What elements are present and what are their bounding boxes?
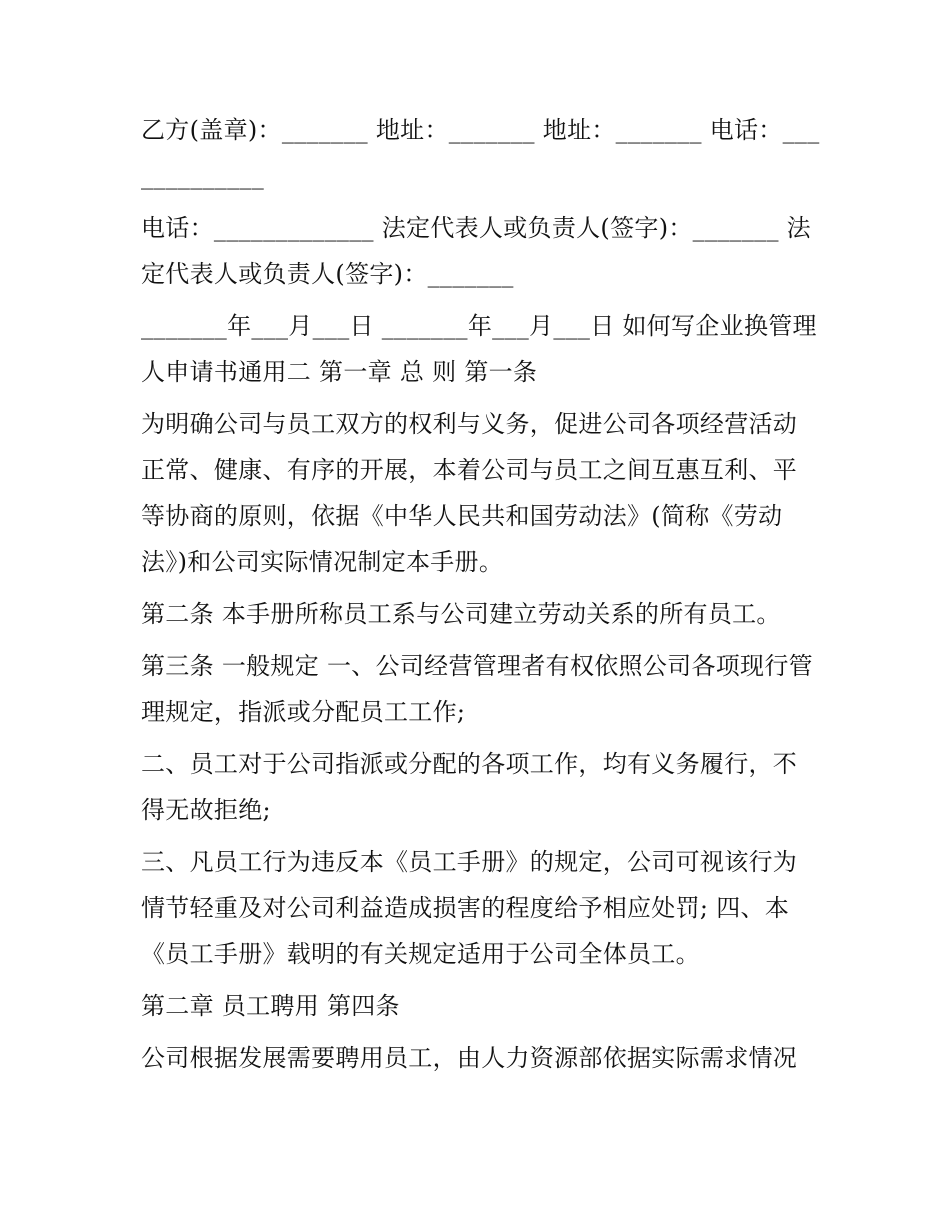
paragraph-signature-party-b: 乙方(盖章)：_______ 地址：_______ 地址：_______ 电话：_____________ [141,116,820,190]
paragraph-article-3-item-3-4: 三、凡员工行为违反本《员工手册》的规定，公司可视该行为情节轻重及对公司利益造成损害的程度给予相应处罚; 四、本《员工手册》载明的有关规定适用于公司全体员工。 [141,848,798,968]
paragraph-chapter-2-heading: 第二章 员工聘用 第四条 [141,992,400,1020]
document-body [141,107,821,1087]
paragraph-date-and-title: _______年___月___日 _______年___月___日 如何写企业换管理人申请书通用二 第一章 总 则 第一条 [141,312,817,386]
paragraph-article-2: 第二条 本手册所称员工系与公司建立劳动关系的所有员工。 [141,600,781,628]
paragraph-signature-representative: 电话：_____________ 法定代表人或负责人(签字)：_______ 法定代表人或负责人(签字)：_______ [141,214,811,288]
paragraph-article-3: 第三条 一般规定 一、公司经营管理者有权依照公司各项现行管理规定，指派或分配员工工作; [141,652,813,726]
paragraph-article-3-item-2: 二、员工对于公司指派或分配的各项工作，均有义务履行，不得无故拒绝; [141,750,798,824]
paragraph-article-4: 公司根据发展需要聘用员工，由人力资源部依据实际需求情况 [141,1044,798,1072]
paragraph-article-1: 为明确公司与员工双方的权利与义务，促进公司各项经营活动正常、健康、有序的开展，本着公司与员工之间互惠互利、平等协商的原则，依据《中华人民共和国劳动法》(简称《劳动法》)和公司实际情况制定本手册。 [141,410,798,576]
